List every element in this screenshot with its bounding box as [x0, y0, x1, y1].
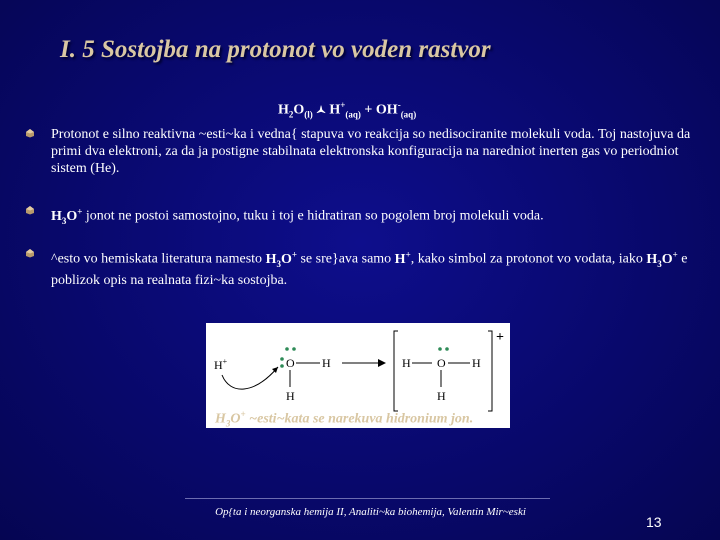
oxygen-atom-left: O	[286, 356, 295, 370]
svg-text:H: H	[286, 389, 295, 403]
footer-text: Op{ta i neorganska hemija II, Analiti~ka biohemija, Valentin Mir~eski	[215, 506, 526, 518]
curved-arrow-icon	[222, 367, 278, 389]
proton-label: H+	[214, 357, 228, 372]
diagram-caption: $H_3O^+$ ~esti~kata se narekuva hidronium jon.	[215, 409, 474, 429]
svg-text:H: H	[322, 356, 331, 370]
slide-title: I. 5 Sostojba na protonot vo voden rastvor	[60, 36, 491, 63]
paragraph-proton-reactivity: Protonot e silno reaktivna ~esti~ka i vedna{ stapuva vo reakcija so nedisociranite molekuli voda. Toj nastojuva da primi dva elektroni, za da ja postigne stabilnata elektronska konfiguracija na naredniot inerten gas vo periodniot sistem (He).	[51, 127, 691, 176]
paragraph-hydronium: $H_3O^+$ jonot ne postoi samostojno, tuku i toj e hidratiran so pogolem broj molekuli voda.	[51, 206, 544, 226]
charge-label: +	[496, 330, 504, 345]
svg-text:H: H	[472, 356, 481, 370]
bullet-icon	[25, 205, 35, 215]
footer-divider	[185, 498, 550, 499]
svg-text:H: H	[437, 389, 446, 403]
oxygen-atom-right: O	[437, 356, 446, 370]
bullet-icon	[25, 248, 35, 258]
equilibrium-arrow-icon: 🟁	[316, 102, 326, 117]
svg-text:H: H	[402, 356, 411, 370]
paragraph-literature-notation: ^esto vo hemiskata literatura namesto $H_3O^+$ se sre}ava samo H+, kako simbol za protonot vo vodata, iako $H_3O^+$ e poblizok opis na realnata fizi~ka sostojba.	[51, 249, 688, 289]
reaction-equation: $H_2O_{(l)}$ 🟁 $H^+_{(aq)} + OH^-_{(aq)}$	[278, 100, 417, 120]
page-number: 13	[646, 514, 662, 530]
bullet-icon	[25, 128, 35, 138]
